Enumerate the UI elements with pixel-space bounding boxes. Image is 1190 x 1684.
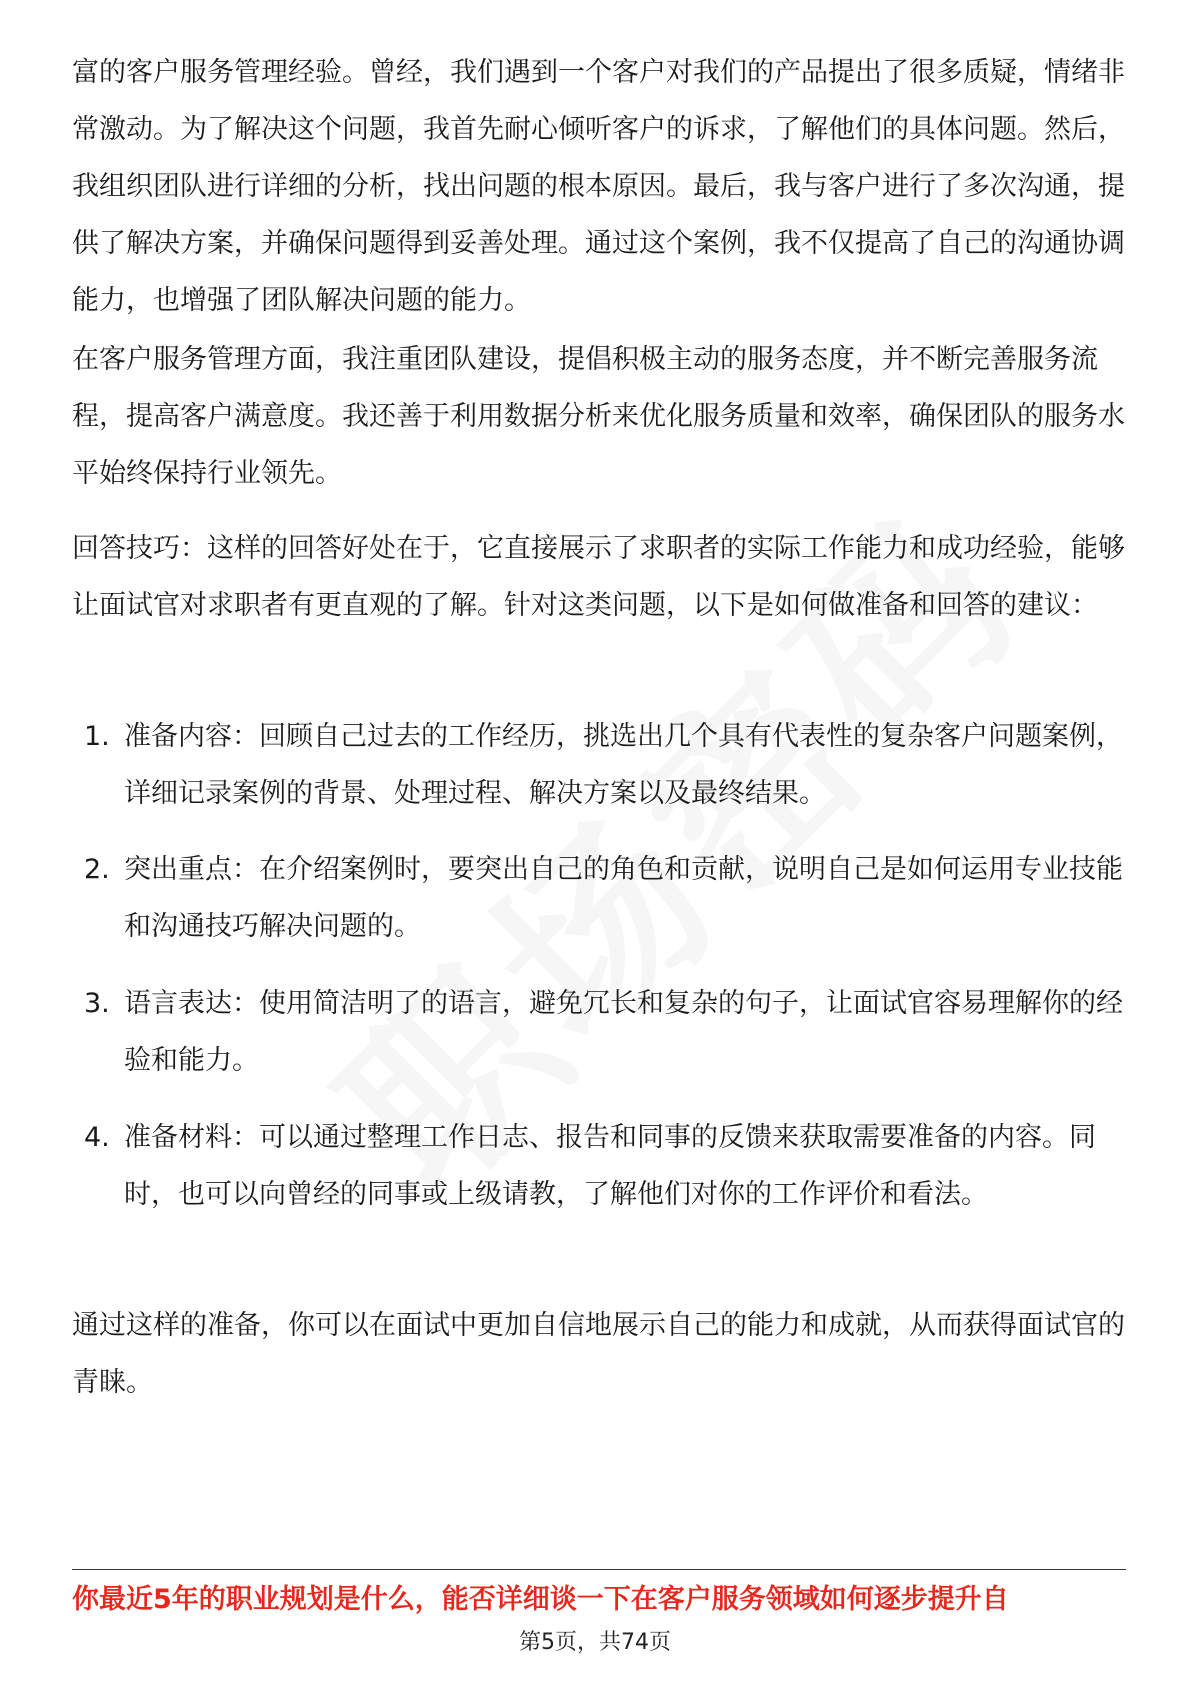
next-question-heading: 你最近5年的职业规划是什么，能否详细谈一下在客户服务领域如何逐步提升自: [72, 1584, 1009, 1615]
paragraph-answer-tips: 回答技巧：这样的回答好处在于，它直接展示了求职者的实际工作能力和成功经验，能够让面试官对求职者有更直观的了解。针对这类问题，以下是如何做准备和回答的建议：: [72, 533, 1125, 621]
list-number: 1.: [84, 721, 110, 752]
paragraph-service-management: 在客户服务管理方面，我注重团队建设，提倡积极主动的服务态度，并不断完善服务流程，提高客户满意度。我还善于利用数据分析来优化服务质量和效率，确保团队的服务水平始终保持行业领先。: [72, 344, 1125, 489]
page-number: 第5页，共74页: [519, 1630, 671, 1655]
list-item-2: [84, 841, 1132, 955]
list-number: 2.: [84, 854, 110, 885]
list-item-4: [84, 1109, 1132, 1223]
list-item-1: [84, 708, 1132, 822]
list-item-3: [84, 975, 1132, 1089]
list-number: 4.: [84, 1122, 110, 1153]
divider-line: [72, 1569, 1126, 1570]
list-number: 3.: [84, 988, 110, 1019]
list-text: 语言表达：使用简洁明了的语言，避免冗长和复杂的句子，让面试官容易理解你的经验和能力。: [124, 988, 1123, 1076]
list-text: 准备内容：回顾自己过去的工作经历，挑选出几个具有代表性的复杂客户问题案例，详细记录案例的背景、处理过程、解决方案以及最终结果。: [124, 721, 1123, 809]
paragraph-case-story: 富的客户服务管理经验。曾经，我们遇到一个客户对我们的产品提出了很多质疑，情绪非常激动。为了解决这个问题，我首先耐心倾听客户的诉求，了解他们的具体问题。然后，我组织团队进行详细的分析，找出问题的根本原因。最后，我与客户进行了多次沟通，提供了解决方案，并确保问题得到妥善处理。通过这个案例，我不仅提高了自己的沟通协调能力，也增强了团队解决问题的能力。: [72, 57, 1125, 316]
list-text: 突出重点：在介绍案例时，要突出自己的角色和贡献，说明自己是如何运用专业技能和沟通技巧解决问题的。: [124, 854, 1123, 942]
paragraph-closing: 通过这样的准备，你可以在面试中更加自信地展示自己的能力和成就，从而获得面试官的青睐。: [72, 1310, 1125, 1398]
list-text: 准备材料：可以通过整理工作日志、报告和同事的反馈来获取需要准备的内容。同时，也可以向曾经的同事或上级请教，了解他们对你的工作评价和看法。: [124, 1122, 1096, 1210]
